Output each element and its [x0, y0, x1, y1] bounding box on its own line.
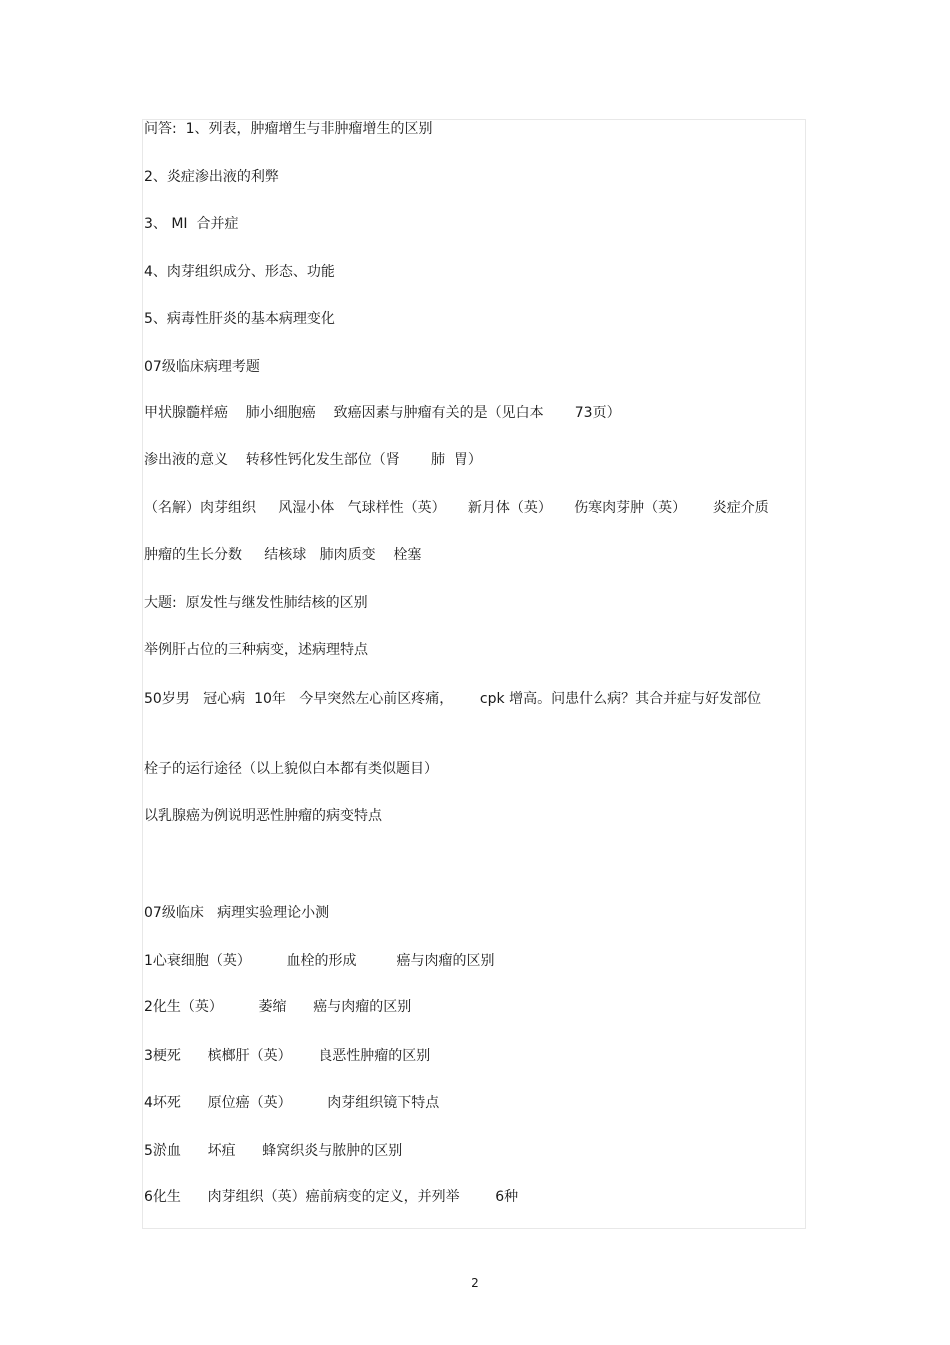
exam-line-7: 50岁男 冠心病 10年 今早突然左心前区疼痛， cpk 增高。问患什么病？其合并症与好发部位	[144, 691, 762, 707]
quiz-line-4: 4坏死 原位癌（英） 肉芽组织镜下特点	[144, 1095, 440, 1111]
qa-line-2: 2、炎症渗出液的利弊	[144, 169, 279, 185]
exam-line-6: 举例肝占位的三种病变，述病理特点	[144, 642, 368, 658]
section-title-lab-quiz: 07级临床 病理实验理论小测	[144, 905, 330, 921]
page-number: 2	[471, 1276, 479, 1290]
qa-line-1: 问答: 1、列表，肿瘤增生与非肿瘤增生的区别	[144, 121, 433, 137]
quiz-line-2: 2化生（英） 萎缩 癌与肉瘤的区别	[144, 999, 412, 1015]
qa-line-3: 3、 MI 合并症	[144, 216, 239, 232]
exam-line-1: 甲状腺髓样癌 肺小细胞癌 致癌因素与肿瘤有关的是（见白本 73页）	[144, 405, 621, 421]
exam-line-8: 栓子的运行途径（以上貌似白本都有类似题目）	[144, 761, 438, 777]
quiz-line-1: 1心衰细胞（英） 血栓的形成 癌与肉瘤的区别	[144, 953, 495, 969]
quiz-line-5: 5淤血 坏疽 蜂窝织炎与脓肿的区别	[144, 1143, 403, 1159]
qa-line-4: 4、肉芽组织成分、形态、功能	[144, 264, 335, 280]
quiz-line-6: 6化生 肉芽组织（英）癌前病变的定义，并列举 6种	[144, 1189, 519, 1205]
quiz-line-3: 3梗死 槟榔肝（英） 良恶性肿瘤的区别	[144, 1048, 431, 1064]
qa-line-5: 5、病毒性肝炎的基本病理变化	[144, 311, 335, 327]
exam-line-2: 渗出液的意义 转移性钙化发生部位（肾 肺 胃）	[144, 452, 482, 468]
exam-line-9: 以乳腺癌为例说明恶性肿瘤的病变特点	[144, 808, 382, 824]
exam-line-5: 大题: 原发性与继发性肺结核的区别	[144, 595, 368, 611]
exam-line-4: 肿瘤的生长分数 结核球 肺肉质变 栓塞	[144, 547, 422, 563]
section-title-exam: 07级临床病理考题	[144, 359, 260, 375]
exam-line-3: （名解）肉芽组织 风湿小体 气球样性（英） 新月体（英） 伤寒肉芽肿（英） 炎症介质	[144, 500, 769, 516]
